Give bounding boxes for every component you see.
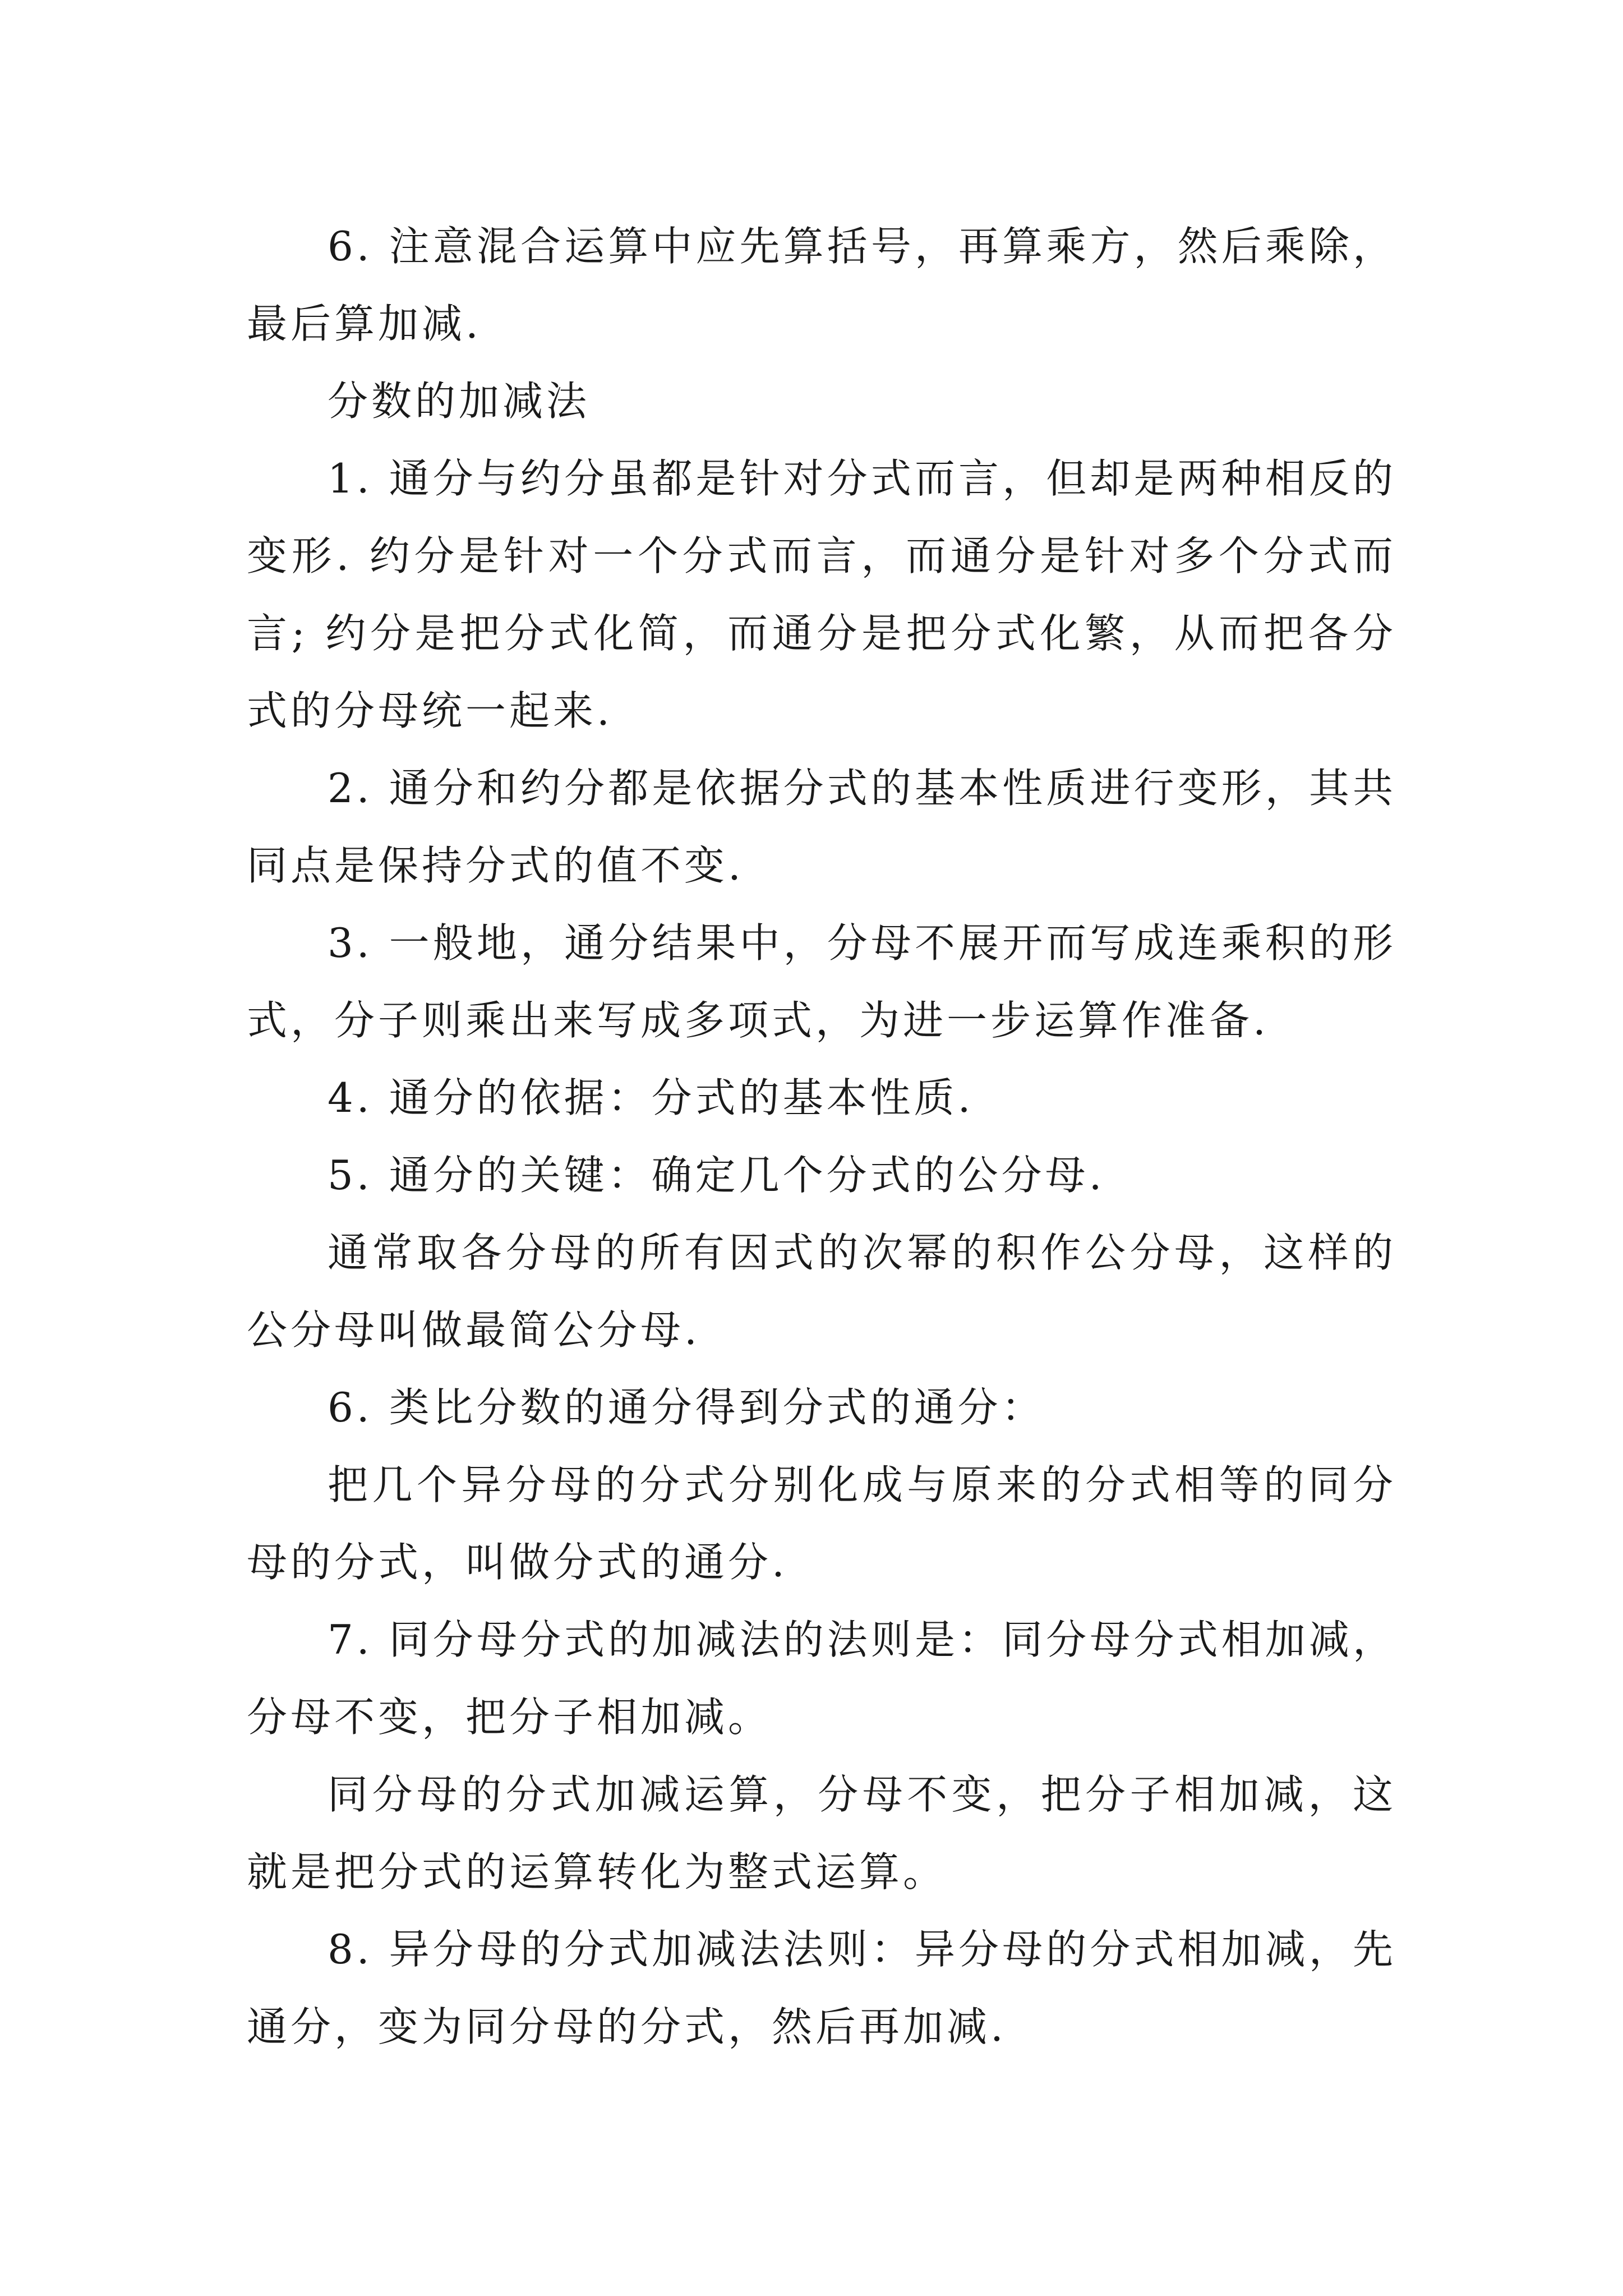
paragraph-same-denominator-explanation: 同分母的分式加减运算，分母不变，把分子相加减，这就是把分式的运算转化为整式运算。: [247, 1771, 1396, 1895]
document-body: [247, 208, 1396, 2065]
paragraph-different-denominator-rule: 8. 异分母的分式加减法法则：异分母的分式相加减，先通分，变为同分母的分式，然后再加减.: [247, 1926, 1396, 2050]
paragraph-analogy-with-fractions: 6. 类比分数的通分得到分式的通分：: [328, 1384, 1045, 1431]
paragraph-same-denominator-rule: 7. 同分母分式的加减法的法则是：同分母分式相加减，分母不变，把分子相加减。: [247, 1616, 1396, 1741]
paragraph-mixed-operations-order: 6. 注意混合运算中应先算括号，再算乘方，然后乘除，最后算加减.: [247, 223, 1396, 347]
section-heading-fraction-addition-subtraction: 分数的加减法: [328, 378, 591, 425]
paragraph-least-common-denominator: 通常取各分母的所有因式的次幂的积作公分母，这样的公分母叫做最简公分母.: [247, 1229, 1396, 1354]
paragraph-key-of-common-denominator: 5. 通分的关键：确定几个分式的公分母.: [328, 1152, 1105, 1199]
paragraph-common-denominator-vs-reduction: 1. 通分与约分虽都是针对分式而言，但却是两种相反的变形. 约分是针对一个分式而言，而通分是针对多个分式而言; 约分是把分式化简，而通分是把分式化繁，从而把各分式的分母统一起来.: [247, 455, 1396, 734]
paragraph-result-format: 3. 一般地，通分结果中，分母不展开而写成连乘积的形式，分子则乘出来写成多项式，为进一步运算作准备.: [247, 919, 1396, 1044]
paragraph-basis-of-transformation: 2. 通分和约分都是依据分式的基本性质进行变形，其共同点是保持分式的值不变.: [247, 765, 1396, 889]
paragraph-definition-of-common-denominator: 把几个异分母的分式分别化成与原来的分式相等的同分母的分式，叫做分式的通分.: [247, 1461, 1396, 1586]
paragraph-basis-of-common-denominator: 4. 通分的依据：分式的基本性质.: [328, 1074, 974, 1121]
